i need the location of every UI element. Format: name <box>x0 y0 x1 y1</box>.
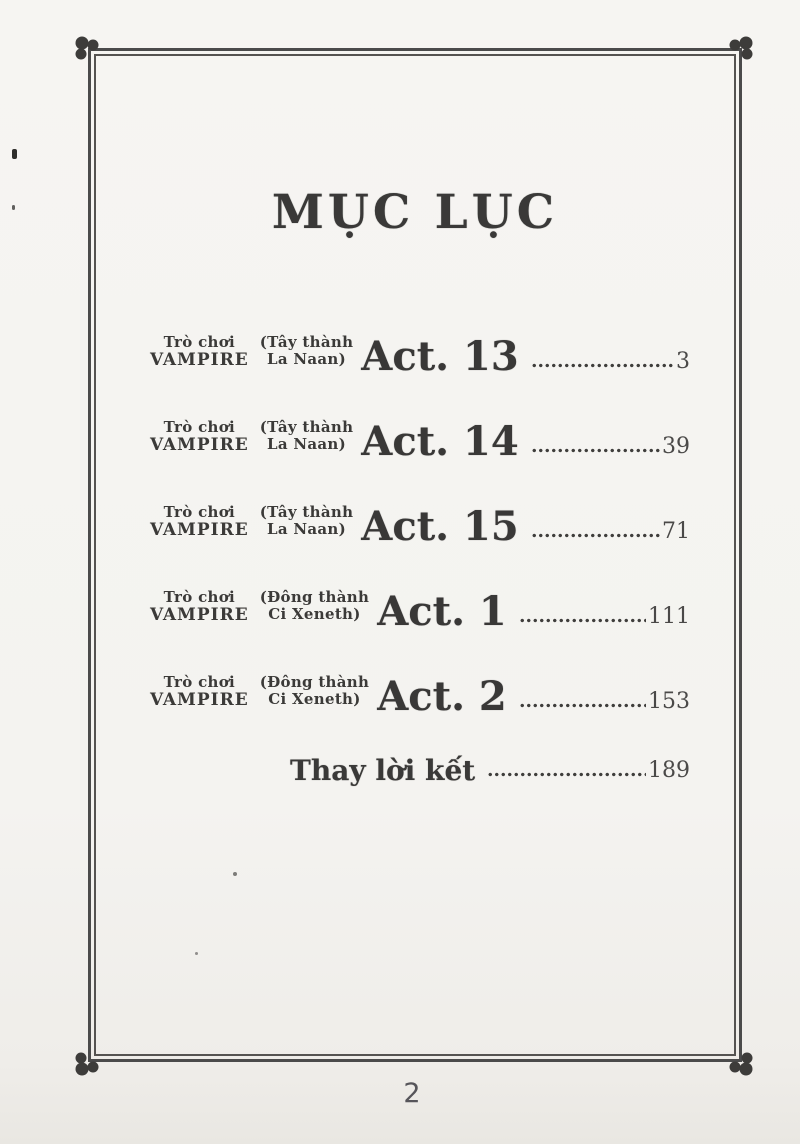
series-name <box>150 589 249 625</box>
epilogue-title: Thay lời kết <box>290 753 476 787</box>
series-name-bottom: VAMPIRE <box>150 519 249 540</box>
dot-leader <box>487 772 646 777</box>
arc-name-top: (Tây thành <box>259 418 354 437</box>
series-name-top: Trò chơi <box>163 673 236 692</box>
arc-name-top: (Đông thành <box>259 588 370 607</box>
act-title: Act. 1 <box>377 588 507 636</box>
footer-page-number: 2 <box>403 1078 421 1109</box>
toc-entry <box>150 492 690 551</box>
series-name-bottom: VAMPIRE <box>150 689 249 710</box>
arc-name <box>260 334 354 370</box>
page-title: MỤC LỤC <box>271 185 559 240</box>
act-title: Act. 15 <box>361 503 519 551</box>
arc-name-top: (Tây thành <box>259 503 354 522</box>
series-name <box>150 334 249 370</box>
series-name-bottom: VAMPIRE <box>150 604 249 625</box>
page-number: 153 <box>648 689 690 714</box>
scan-speck <box>233 872 237 876</box>
arc-name-top: (Đông thành <box>259 673 370 692</box>
series-name <box>150 674 249 710</box>
toc-entry <box>150 322 690 381</box>
scan-speck <box>12 149 17 159</box>
scan-speck <box>12 205 15 210</box>
arc-name-bottom: Ci Xeneth) <box>268 689 361 708</box>
series-label <box>150 419 353 455</box>
arc-name-bottom: Ci Xeneth) <box>268 604 361 623</box>
series-name-top: Trò chơi <box>163 333 236 352</box>
toc-entry-epilogue <box>150 747 690 787</box>
series-name-top: Trò chơi <box>163 503 236 522</box>
toc-entry <box>150 577 690 636</box>
series-name-bottom: VAMPIRE <box>150 349 249 370</box>
page-number: 71 <box>662 519 690 544</box>
series-name <box>150 504 249 540</box>
scan-speck <box>195 952 198 955</box>
series-label <box>150 334 353 370</box>
arc-name-bottom: La Naan) <box>266 349 347 368</box>
series-name-bottom: VAMPIRE <box>150 434 249 455</box>
series-label <box>150 674 369 710</box>
arc-name-bottom: La Naan) <box>266 434 347 453</box>
series-label <box>150 504 353 540</box>
page-number: 39 <box>662 434 690 459</box>
page-number: 3 <box>676 349 690 374</box>
page-number: 111 <box>648 604 690 629</box>
toc-list <box>150 322 690 787</box>
act-title: Act. 14 <box>361 418 519 466</box>
corner-trefoil-icon <box>72 34 104 66</box>
dot-leader <box>531 363 674 368</box>
series-name-top: Trò chơi <box>163 588 236 607</box>
toc-entry <box>150 407 690 466</box>
dot-leader <box>531 448 660 453</box>
dot-leader <box>519 703 646 708</box>
arc-name <box>260 504 354 540</box>
arc-name <box>260 674 370 710</box>
series-label <box>150 589 369 625</box>
arc-name <box>260 419 354 455</box>
act-title: Act. 13 <box>361 333 519 381</box>
series-name-top: Trò chơi <box>163 418 236 437</box>
corner-trefoil-icon <box>72 1046 104 1078</box>
page-number: 189 <box>648 758 690 783</box>
corner-trefoil-icon <box>724 34 756 66</box>
toc-entry <box>150 662 690 721</box>
arc-name-bottom: La Naan) <box>266 519 347 538</box>
arc-name-top: (Tây thành <box>259 333 354 352</box>
corner-trefoil-icon <box>724 1046 756 1078</box>
dot-leader <box>531 533 660 538</box>
series-name <box>150 419 249 455</box>
dot-leader <box>519 618 646 623</box>
act-title: Act. 2 <box>377 673 507 721</box>
arc-name <box>260 589 370 625</box>
